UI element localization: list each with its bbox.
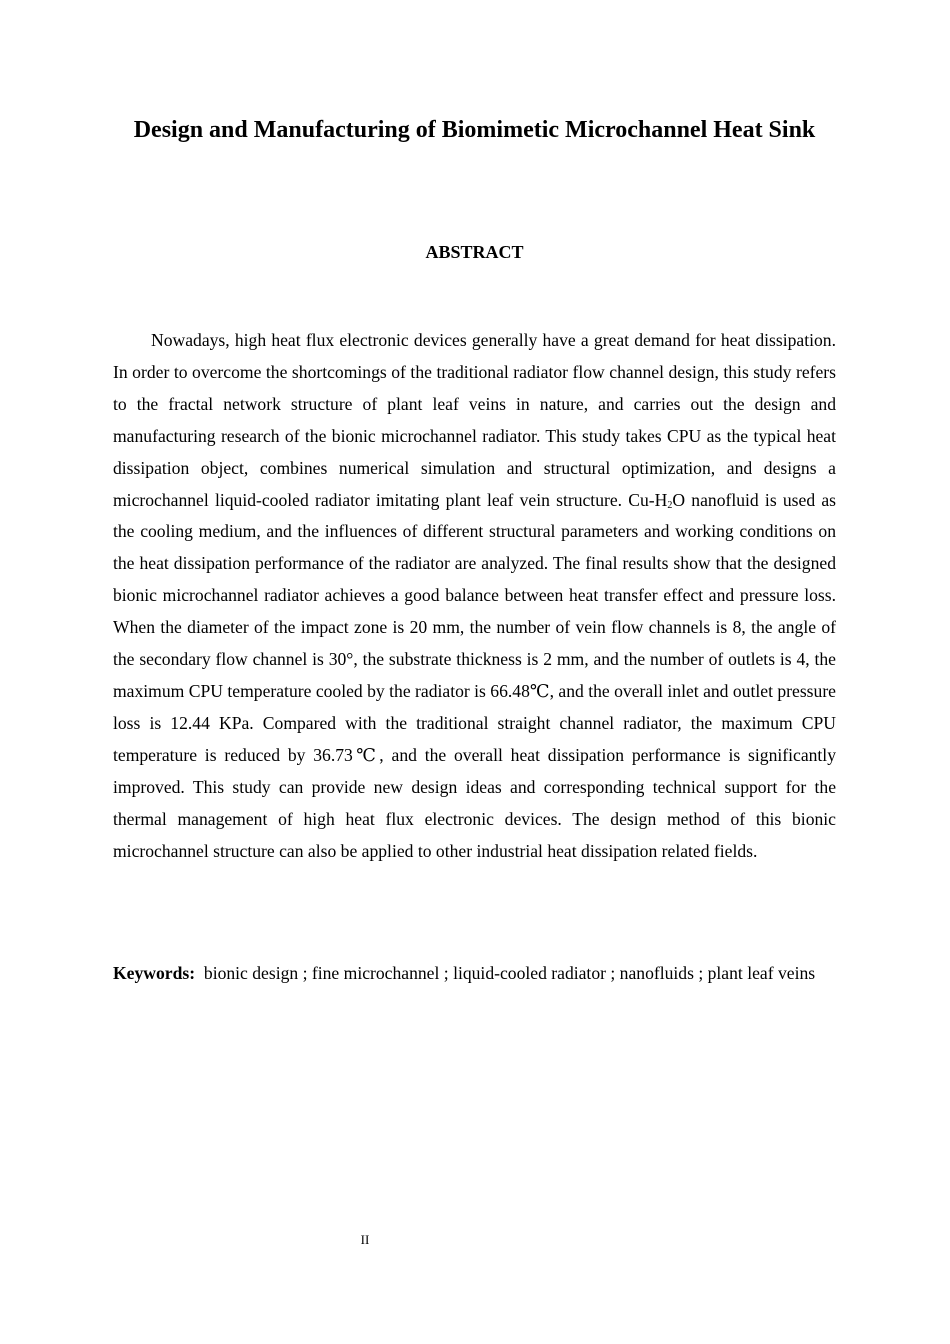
abstract-subscript: 2 xyxy=(667,499,673,511)
abstract-text-part1: Nowadays, high heat flux electronic devices generally have a great demand for heat dissipation. In order to overcome the shortcomings of the traditional radiator flow channel design, this study refers to the fractal network structure of plant leaf veins in nature, and carries out the design and manufacturing research of the bionic microchannel radiator. This study takes CPU as the typical heat dissipation object, combines numerical simulation and structural optimization, and designs a microchannel liquid-cooled radiator imitating plant leaf vein structure. Cu-H xyxy=(113,330,836,510)
abstract-heading: ABSTRACT xyxy=(425,242,524,262)
keywords-label: Keywords: xyxy=(113,963,196,983)
abstract-body xyxy=(113,325,836,867)
keywords-paragraph xyxy=(113,957,836,989)
abstract-text-part2: O nanofluid is used as the cooling medium, and the influences of different structural parameters and working conditions on the heat dissipation performance of the radiator are analyzed. The final results show that the designed bionic microchannel radiator achieves a good balance between heat transfer effect and pressure loss. When the diameter of the impact zone is 20 mm, the number of vein flow channels is 8, the angle of the secondary flow channel is 30°, the substrate thickness is 2 mm, and the number of outlets is 4, the maximum CPU temperature cooled by the radiator is 66.48℃, and the overall inlet and outlet pressure loss is 12.44 KPa. Compared with the traditional straight channel radiator, the maximum CPU temperature is reduced by 36.73℃, and the overall heat dissipation performance is significantly improved. This study can provide new design ideas and corresponding technical support for the thermal management of high heat flux electronic devices. The design method of this bionic microchannel structure can also be applied to other industrial heat dissipation related fields. xyxy=(113,489,836,861)
page-number: II xyxy=(360,1232,370,1247)
keywords-text: bionic design ; fine microchannel ; liquid-cooled radiator ; nanofluids ; plant leaf veins xyxy=(203,963,816,983)
page-title: Design and Manufacturing of Biomimetic Microchannel Heat Sink xyxy=(133,117,816,143)
